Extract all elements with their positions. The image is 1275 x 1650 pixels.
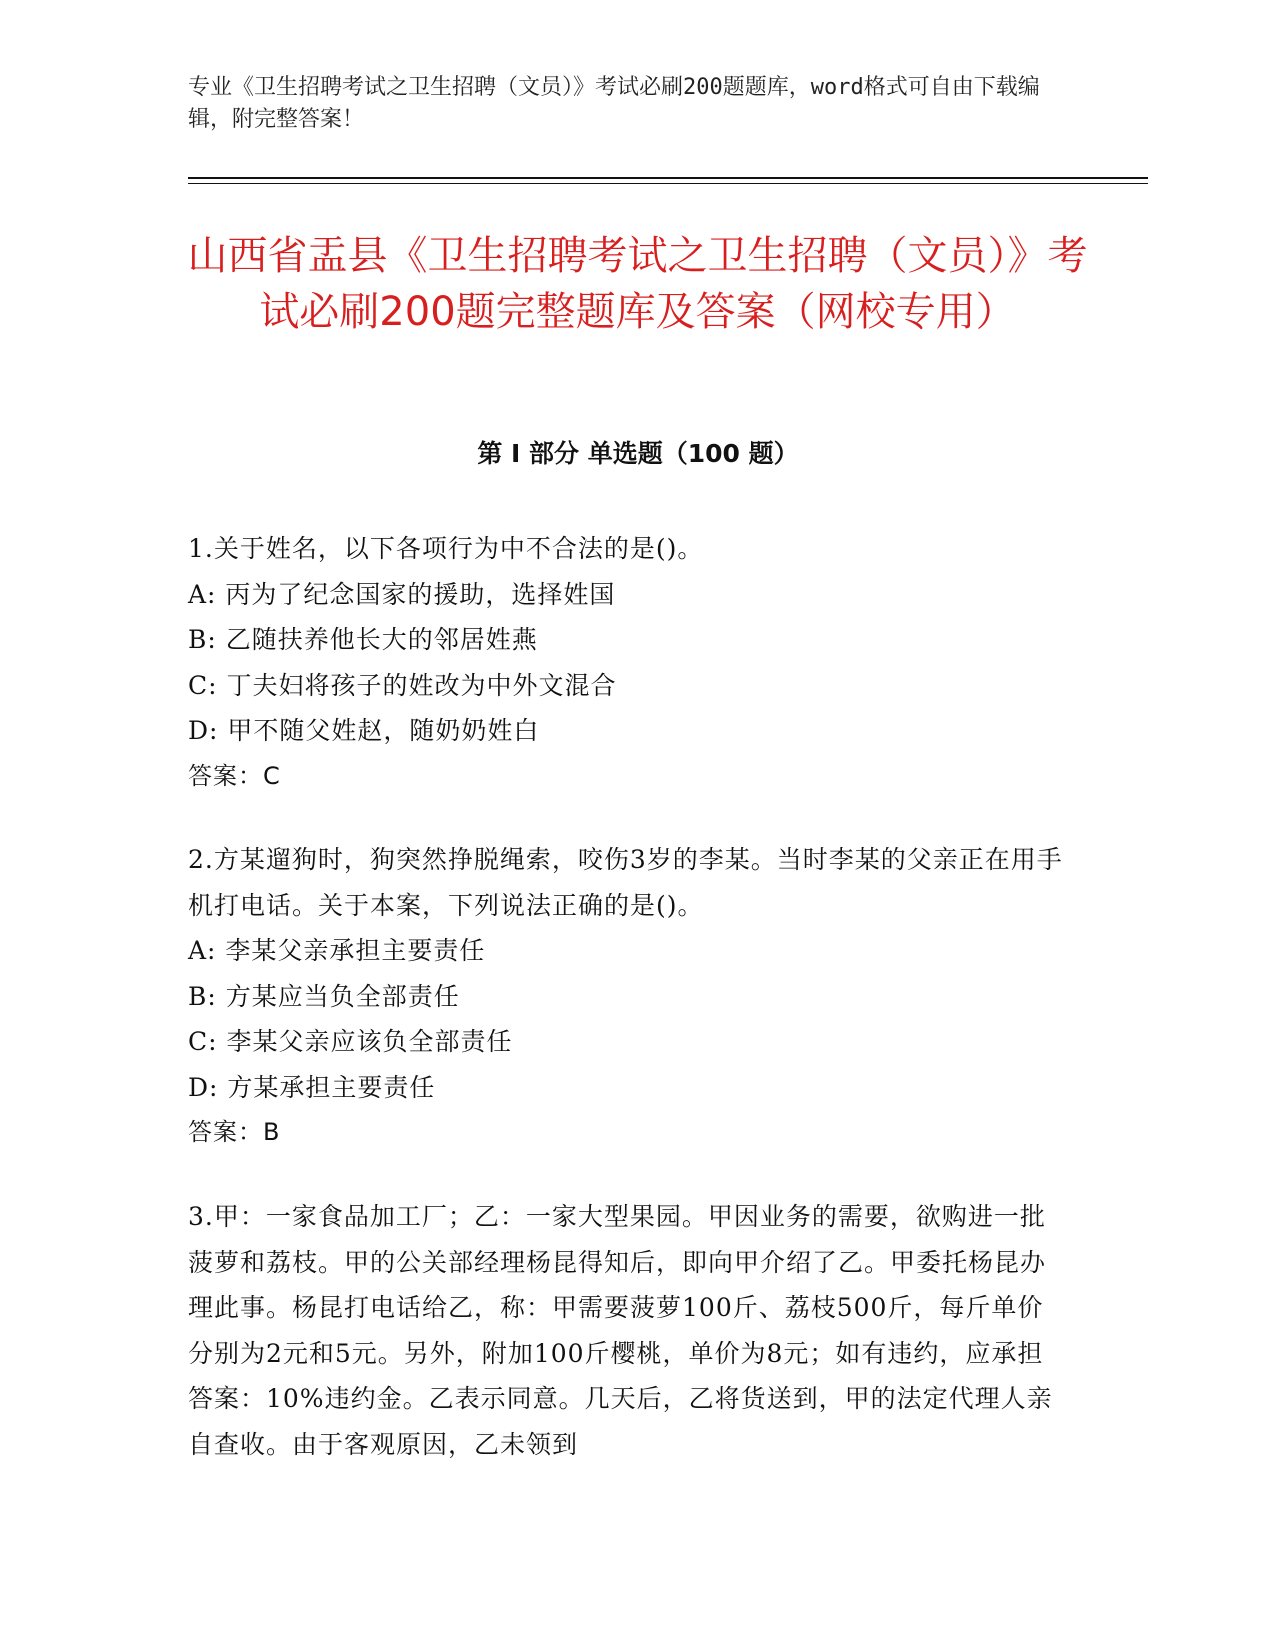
- header-note: 专业《卫生招聘考试之卫生招聘（文员）》考试必刷200题题库，word格式可自由下载编辑，附完整答案！: [188, 75, 1040, 132]
- answer-line: 答案：C: [188, 761, 281, 790]
- option-d: D: 甲不随父姓赵，随奶奶姓白: [188, 716, 540, 745]
- section-heading: 第 I 部分 单选题（100 题）: [477, 439, 799, 468]
- option-a: A: 李某父亲承担主要责任: [188, 936, 486, 965]
- option-a: A: 丙为了纪念国家的援助，选择姓国: [188, 579, 616, 609]
- document-title: 山西省盂县《卫生招聘考试之卫生招聘（文员）》考试必刷200题完整题库及答案（网校专用）: [187, 233, 1088, 335]
- question-stem: 1.关于姓名，以下各项行为中不合法的是()。: [188, 534, 704, 563]
- question-3: [188, 1194, 1068, 1467]
- question-stem: 2.方某遛狗时，狗突然挣脱绳索，咬伤3岁的李某。当时李某的父亲正在用手机打电话。关于本案，下列说法正确的是()。: [188, 845, 1063, 920]
- answer-line: 答案：B: [188, 1118, 281, 1146]
- option-b: B: 乙随扶养他长大的邻居姓燕: [188, 625, 538, 654]
- option-d: D: 方某承担主要责任: [188, 1072, 436, 1102]
- header-divider-thick: [188, 177, 1148, 179]
- option-b: B: 方某应当负全部责任: [188, 981, 460, 1011]
- option-c: C: 李某父亲应该负全部责任: [188, 1027, 513, 1056]
- question-stem: 3.甲：一家食品加工厂；乙：一家大型果园。甲因业务的需要，欲购进一批菠萝和荔枝。甲的公关部经理杨昆得知后，即向甲介绍了乙。甲委托杨昆办理此事。杨昆打电话给乙，称：甲需要菠萝100斤、荔枝500斤，每斤单价分别为2元和5元。另外，附加100斤樱桃，单价为8元；如有违约，应承担答案：10%违约金。乙表示同意。几天后，乙将货送到，甲的法定代理人亲自查收。由于客观原因，乙未领到: [188, 1202, 1053, 1459]
- header-divider-thin: [188, 183, 1148, 184]
- question-1: [188, 526, 1068, 799]
- option-c: C: 丁夫妇将孩子的姓改为中外文混合: [188, 670, 617, 700]
- question-2: [188, 837, 1068, 1156]
